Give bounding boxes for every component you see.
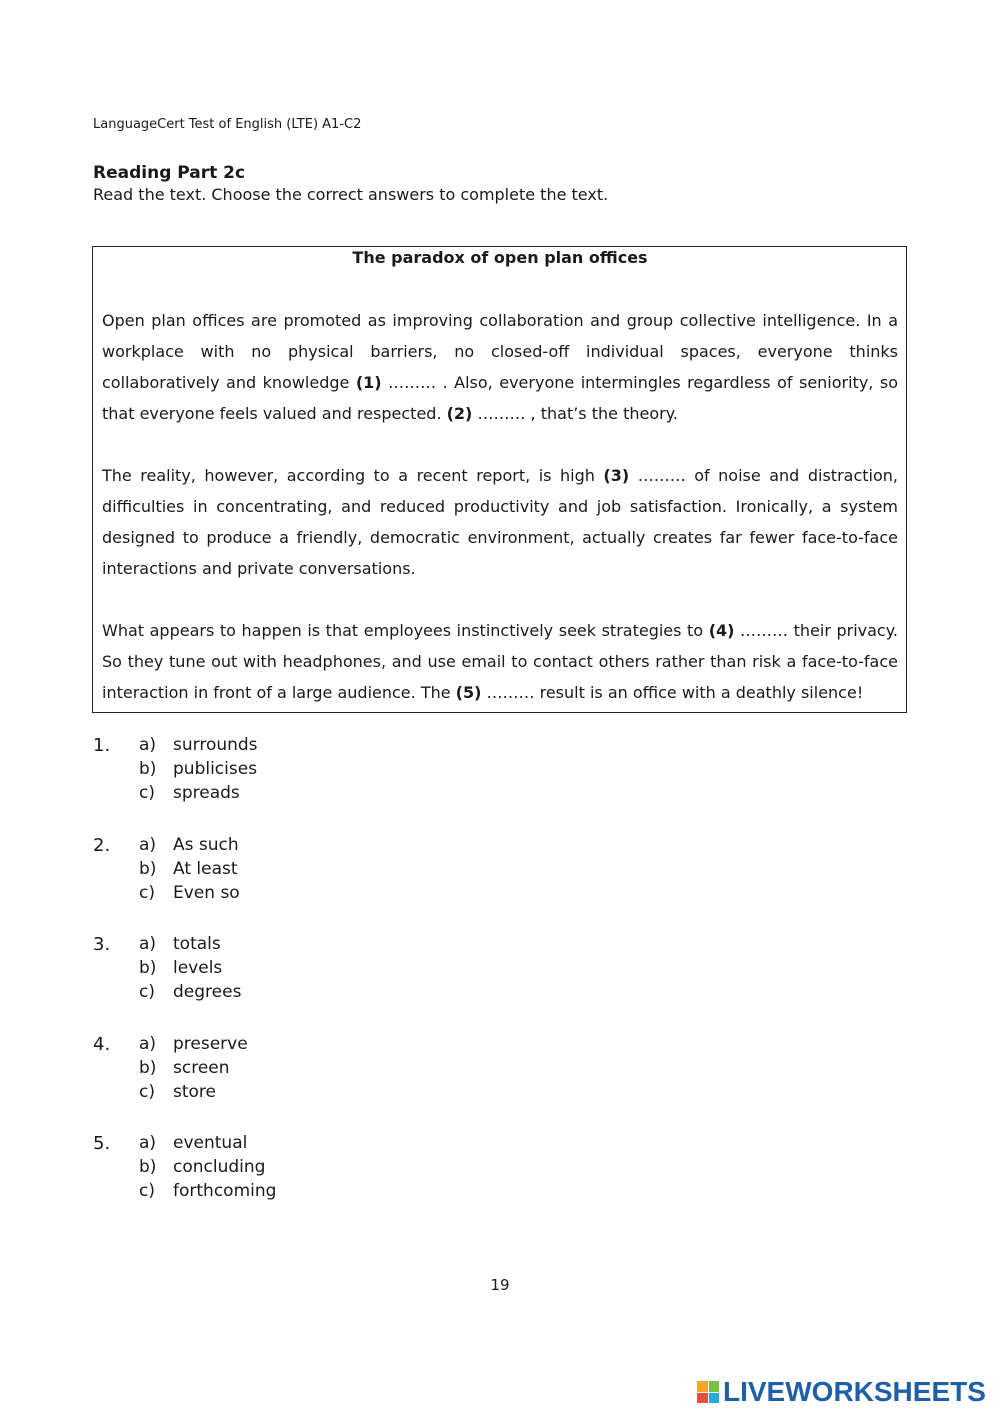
option-3c[interactable]: c) degrees — [139, 982, 242, 1002]
gap-4: (4) — [708, 621, 735, 640]
option-4a[interactable]: a) preserve — [139, 1033, 248, 1054]
question-number: 3. — [93, 934, 111, 955]
option-1b[interactable]: b) publicises — [139, 759, 258, 779]
option-4b[interactable]: b) screen — [139, 1057, 230, 1078]
gap-2: (2) — [446, 404, 473, 423]
option-5b[interactable]: b) concluding — [139, 1157, 266, 1177]
passage-paragraph-1: Open plan offices are promoted as improving collaboration and group collective intelligence. In a workplace with no physical barriers, no closed-off individual spaces, everyone thinks collaboratively and knowledge (1) ……… . Also, everyone intermingles regardless of seniority, so that everyone feels valued and respected. (2) ……… , that’s the theory. — [102, 311, 898, 423]
gap-3: (3) — [603, 466, 630, 485]
question-1 — [93, 735, 493, 835]
gap-5: (5) — [455, 683, 482, 702]
question-number: 4. — [93, 1033, 111, 1055]
option-2c[interactable]: c) Even so — [139, 882, 240, 903]
option-4c[interactable]: c) store — [139, 1081, 216, 1102]
option-5a[interactable]: a) eventual — [139, 1133, 248, 1153]
liveworksheets-logo-icon — [697, 1381, 719, 1403]
option-2a[interactable]: a) As such — [139, 834, 239, 855]
question-4 — [93, 1034, 493, 1134]
passage-title: The paradox of open plan offices — [352, 248, 648, 267]
question-number: 1. — [93, 735, 111, 756]
gap-1: (1) — [355, 373, 382, 392]
option-2b[interactable]: b) At least — [139, 858, 238, 879]
option-1c[interactable]: c) spreads — [139, 783, 240, 803]
question-number: 2. — [93, 834, 111, 856]
option-1a[interactable]: a) surrounds — [139, 735, 258, 755]
option-5c[interactable]: c) forthcoming — [139, 1181, 277, 1201]
question-2 — [93, 835, 493, 935]
option-3a[interactable]: a) totals — [139, 934, 221, 954]
question-5 — [93, 1133, 493, 1233]
passage-paragraph-3: What appears to happen is that employees instinctively seek strategies to (4) ……… their privacy. So they tune out with headphones, and use email to contact others rather than risk a face-to-face interaction in front of a large audience. The (5) ……… result is an office with a deathly silence! — [102, 621, 898, 702]
question-number: 5. — [93, 1133, 111, 1154]
option-3b[interactable]: b) levels — [139, 958, 223, 978]
document-header: LanguageCert Test of English (LTE) A1-C2 — [93, 117, 362, 132]
question-list — [93, 735, 493, 1233]
liveworksheets-logo[interactable] — [697, 1376, 986, 1408]
passage-paragraph-2: The reality, however, according to a recent report, is high (3) ……… of noise and distraction, difficulties in concentrating, and reduced productivity and job satisfaction. Ironically, a system designed to produce a friendly, democratic environment, actually creates far fewer face-to-face interactions and private conversations. — [102, 466, 898, 578]
question-3 — [93, 934, 493, 1034]
logo-text: LIVEWORKSHEETS — [723, 1376, 986, 1407]
page-number: 19 — [490, 1276, 510, 1294]
section-title: Reading Part 2c — [93, 163, 246, 183]
instructions: Read the text. Choose the correct answers to complete the text. — [93, 185, 609, 204]
